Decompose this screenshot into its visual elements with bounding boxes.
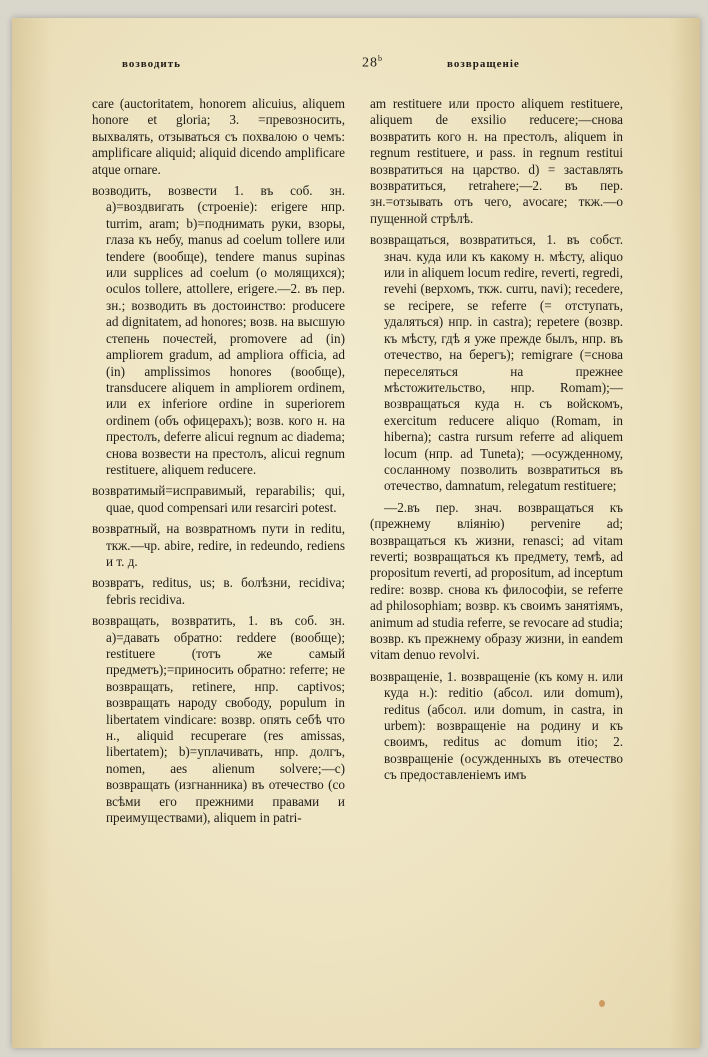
entry-vozvrashchenie: возвращеніе, 1. возвращеніе (къ кому н. или куда н.): reditio (абсол. или domum), reditus (абсол. или domum, in castra, in urbem): возвращеніе на родину и къ своимъ, reditus ac domum itio; 2. возвращеніе (осужденныхъ въ отечество съ предоставленіемъ имъ (370, 668, 623, 783)
left-column (92, 96, 345, 831)
page-number-suffix: b (378, 54, 383, 63)
entry-vozvrashchatsya: возвращаться, возвратиться, 1. въ собст. знач. куда или къ какому н. мѣсту, aliquo или in aliquem locum redire, reverti, regredi, revehi (верхомъ, ткж. curru, navi); recedere, se recipere, se referre (= отступать, удаляться) нпр. in castra); repetere (возвр. къ мѣсту, гдѣ я уже прежде былъ, нпр. въ отечество, на берегъ); remigrare (=снова переселяться на прежнее мѣстожительство, нпр. Romam);—возвращаться куда н. съ войскомъ, exercitum reducere aliquo (Romam, in hiberna); castra rursum referre ad aliquem locum (нпр. ad Tuneta); —осужденному, сосланному позволить возвратиться въ отечество, damnatum, relegatum restituere; (370, 232, 623, 494)
entry-vozvratimyi: возвратимый=исправимый, reparabilis; qui, quae, quod compensari или resarciri potest. (92, 483, 345, 515)
right-column (370, 96, 623, 789)
header-left-guideword: возводить (122, 58, 181, 70)
entry-vozvratnyi: возвратный, на возвратномъ пути in reditu, ткж.—чр. abire, redire, in redeundo, rediens и т. д. (92, 521, 345, 569)
paper-stain (599, 1000, 605, 1007)
running-header (12, 56, 700, 76)
dictionary-page (12, 18, 700, 1048)
page-number (362, 54, 383, 72)
entry-continuation: am restituere или просто aliquem restituere, aliquem de exsilio reducere;—снова возвратить кого н. на престолъ, aliquem in regnum restituere, и pass. in regnum restitui возвратиться на царство. d) = заставлять возвратиться, retrahere;—2. въ пер. зн.=отзывать отъ чего, avocare; ткж.—о пущенной стрѣлѣ. (370, 96, 623, 226)
header-right-guideword: возвращеніе (447, 58, 520, 70)
entry-vozvrashchatsya-sense-2: —2.въ пер. знач. возвращаться къ (прежнему вліянію) pervenire ad; возвращаться къ жизни, renasci; ad vitam reverti; возвращаться къ предмету, темѣ, ad propositum reverti, ad propositum, ad inceptum redire: возвр. снова къ философіи, se referre ad philosophiam; возвр. къ своимъ занятіямъ, animum ad studia referre, se revocare ad studia; возвр. къ прежнему образу жизни, in eandem vitam denuo revolvi. (370, 499, 623, 663)
entry-continuation: care (auctoritatem, honorem alicuius, aliquem honore et gloria; 3. =превозносить, выхвалять, отзываться съ похвалою о чемъ: amplificare aliquid; aliquid dicendo amplificare atque ornare. (92, 96, 345, 177)
entry-vozvodit: возводить, возвести 1. въ соб. зн. a)=воздвигать (строеніе): erigere нпр. turrim, aram; b)=поднимать руки, взоры, глаза къ небу, manus ad coelum tollere или tendere (вообще), tendere manus supinas или supplices ad coelum (о молящихся); oculos tollere, attollere, erigere.—2. въ пер. зн.; возводить въ достоинство: producere ad dignitatem, ad honores; возв. на высшую степень почестей, promovere ad (in) ampliorem gradum, ad ampliora officia, ad (in) amplissimos honores (вообще), transducere aliquem in ampliorem ordinem, или ex inferiore ordine in superiorem ordinem (объ офицерахъ); возв. кого н. на престолъ, deferre alicui regnum ac diadema; снова возвести на престолъ, alicui regnum restituere, aliquem reducere. (92, 183, 345, 477)
entry-vozvrashchat: возвращать, возвратить, 1. въ соб. зн. a)=давать обратно: reddere (вообще); restituere (тотъ же самый предметъ);=приносить обратно: referre; не возвращать, retinere, нпр. captivos; возвращать народу свободу, populum in libertatem vindicare: возвр. опять себѣ что н., aliquid recuperare (res amissas, libertatem); b)=уплачивать, нпр. долгъ, nomen, aes alienum solvere;—c) возвращать (изгнанника) въ отечество (со всѣми его прежними правами и преимуществами), aliquem in patri- (92, 613, 345, 826)
page-number-value: 28 (362, 55, 378, 71)
entry-vozvrat: возвратъ, reditus, us; в. болѣзни, recidiva; febris recidiva. (92, 575, 345, 607)
